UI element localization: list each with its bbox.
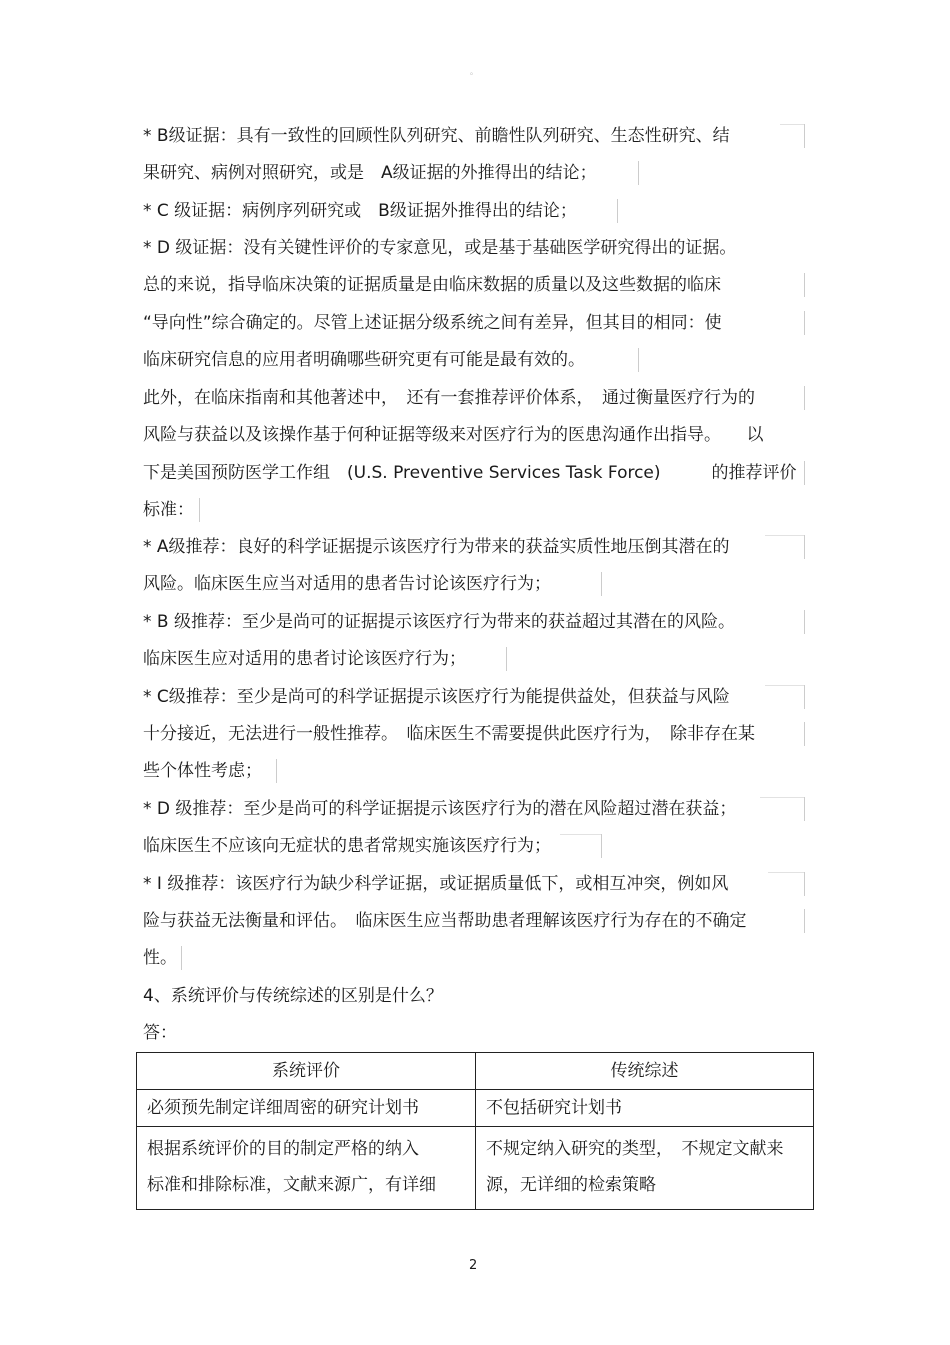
text-line: 些个体性考虑； bbox=[143, 761, 262, 781]
scan-artifact bbox=[760, 797, 804, 798]
text-line: * D 级证据：没有关键性评价的专家意见，或是基于基础医学研究得出的证据。 bbox=[143, 238, 737, 258]
column-header: 传统综述 bbox=[476, 1053, 814, 1090]
scan-artifact bbox=[780, 124, 804, 125]
text-line: * B 级推荐：至少是尚可的证据提示该医疗行为带来的获益超过其潜在的风险。 bbox=[143, 612, 735, 632]
scan-artifact bbox=[804, 311, 805, 335]
scan-artifact bbox=[506, 647, 507, 671]
scan-artifact bbox=[601, 572, 602, 596]
scan-artifact bbox=[804, 722, 805, 746]
table-cell: 必须预先制定详细周密的研究计划书 bbox=[137, 1090, 476, 1127]
scan-artifact bbox=[804, 386, 805, 410]
table-header-row bbox=[137, 1053, 814, 1090]
text-line: “导向性”综合确定的。尽管上述证据分级系统之间有差异，但其目的相同：使 bbox=[143, 313, 722, 333]
text-line: 十分接近，无法进行一般性推荐。 临床医生不需要提供此医疗行为， 除非存在某 bbox=[143, 724, 755, 744]
text-line: 下是美国预防医学工作组 (U.S. Preventive Services Task Force) 的推荐评价 bbox=[143, 463, 797, 483]
scan-artifact bbox=[804, 872, 805, 896]
scan-artifact bbox=[617, 199, 618, 223]
text-line: * C 级证据：病例序列研究或 B级证据外推得出的结论； bbox=[143, 201, 577, 221]
question-heading: 4、系统评价与传统综述的区别是什么？ bbox=[143, 986, 443, 1006]
text-line: * A级推荐：良好的科学证据提示该医疗行为带来的获益实质性地压倒其潜在的 bbox=[143, 537, 730, 557]
answer-label: 答： bbox=[143, 1023, 177, 1043]
text-line: 险与获益无法衡量和评估。 临床医生应当帮助患者理解该医疗行为存在的不确定 bbox=[143, 911, 747, 931]
text-line: 标准： bbox=[143, 500, 194, 520]
table-cell bbox=[137, 1127, 476, 1210]
scan-artifact bbox=[560, 834, 601, 835]
table-row bbox=[137, 1127, 814, 1210]
cell-line: 标准和排除标准，文献来源广，有详细 bbox=[147, 1175, 436, 1195]
table-cell: 不包括研究计划书 bbox=[476, 1090, 814, 1127]
table-cell bbox=[476, 1127, 814, 1210]
page-number: 2 bbox=[469, 1258, 478, 1273]
text-line: 风险。临床医生应当对适用的患者告讨论该医疗行为； bbox=[143, 574, 551, 594]
text-line: 性。 bbox=[143, 948, 177, 968]
table-row bbox=[137, 1090, 814, 1127]
comparison-table bbox=[136, 1052, 814, 1210]
scan-artifact bbox=[199, 498, 200, 522]
text-line: 风险与获益以及该操作基于何种证据等级来对医疗行为的医患沟通作出指导。 以 bbox=[143, 425, 764, 445]
scan-artifact bbox=[181, 946, 182, 970]
text-line: * I 级推荐：该医疗行为缺少科学证据，或证据质量低下，或相互冲突，例如风 bbox=[143, 874, 729, 894]
scan-artifact bbox=[804, 610, 805, 634]
column-header: 系统评价 bbox=[137, 1053, 476, 1090]
scan-artifact bbox=[768, 872, 804, 873]
top-mark: 。 bbox=[470, 67, 478, 76]
scan-artifact bbox=[638, 348, 639, 372]
text-line: 总的来说，指导临床决策的证据质量是由临床数据的质量以及这些数据的临床 bbox=[143, 275, 721, 295]
scan-artifact bbox=[804, 461, 805, 485]
text-line: 临床医生应对适用的患者讨论该医疗行为； bbox=[143, 649, 466, 669]
text-line: 临床研究信息的应用者明确哪些研究更有可能是最有效的。 bbox=[143, 350, 585, 370]
scan-artifact bbox=[765, 535, 804, 536]
scan-artifact bbox=[804, 535, 805, 559]
text-line: * C级推荐：至少是尚可的科学证据提示该医疗行为能提供益处，但获益与风险 bbox=[143, 687, 730, 707]
text-line: 此外，在临床指南和其他著述中， 还有一套推荐评价体系， 通过衡量医疗行为的 bbox=[143, 388, 755, 408]
scan-artifact bbox=[804, 273, 805, 297]
scan-artifact bbox=[804, 797, 805, 821]
scan-artifact bbox=[804, 685, 805, 709]
scan-artifact bbox=[804, 909, 805, 933]
scan-artifact bbox=[804, 124, 805, 148]
text-line: 果研究、病例对照研究，或是 A级证据的外推得出的结论； bbox=[143, 163, 597, 183]
text-line: * D 级推荐：至少是尚可的科学证据提示该医疗行为的潜在风险超过潜在获益； bbox=[143, 799, 737, 819]
cell-line: 源，无详细的检索策略 bbox=[486, 1175, 656, 1195]
scan-artifact bbox=[276, 759, 277, 783]
scan-artifact bbox=[765, 685, 804, 686]
cell-line: 根据系统评价的目的制定严格的纳入 bbox=[147, 1139, 419, 1159]
text-line: * B级证据：具有一致性的回顾性队列研究、前瞻性队列研究、生态性研究、结 bbox=[143, 126, 730, 146]
scan-artifact bbox=[601, 834, 602, 858]
cell-line: 不规定纳入研究的类型， 不规定文献来 bbox=[486, 1139, 784, 1159]
text-line: 临床医生不应该向无症状的患者常规实施该医疗行为； bbox=[143, 836, 551, 856]
scan-artifact bbox=[638, 161, 639, 185]
